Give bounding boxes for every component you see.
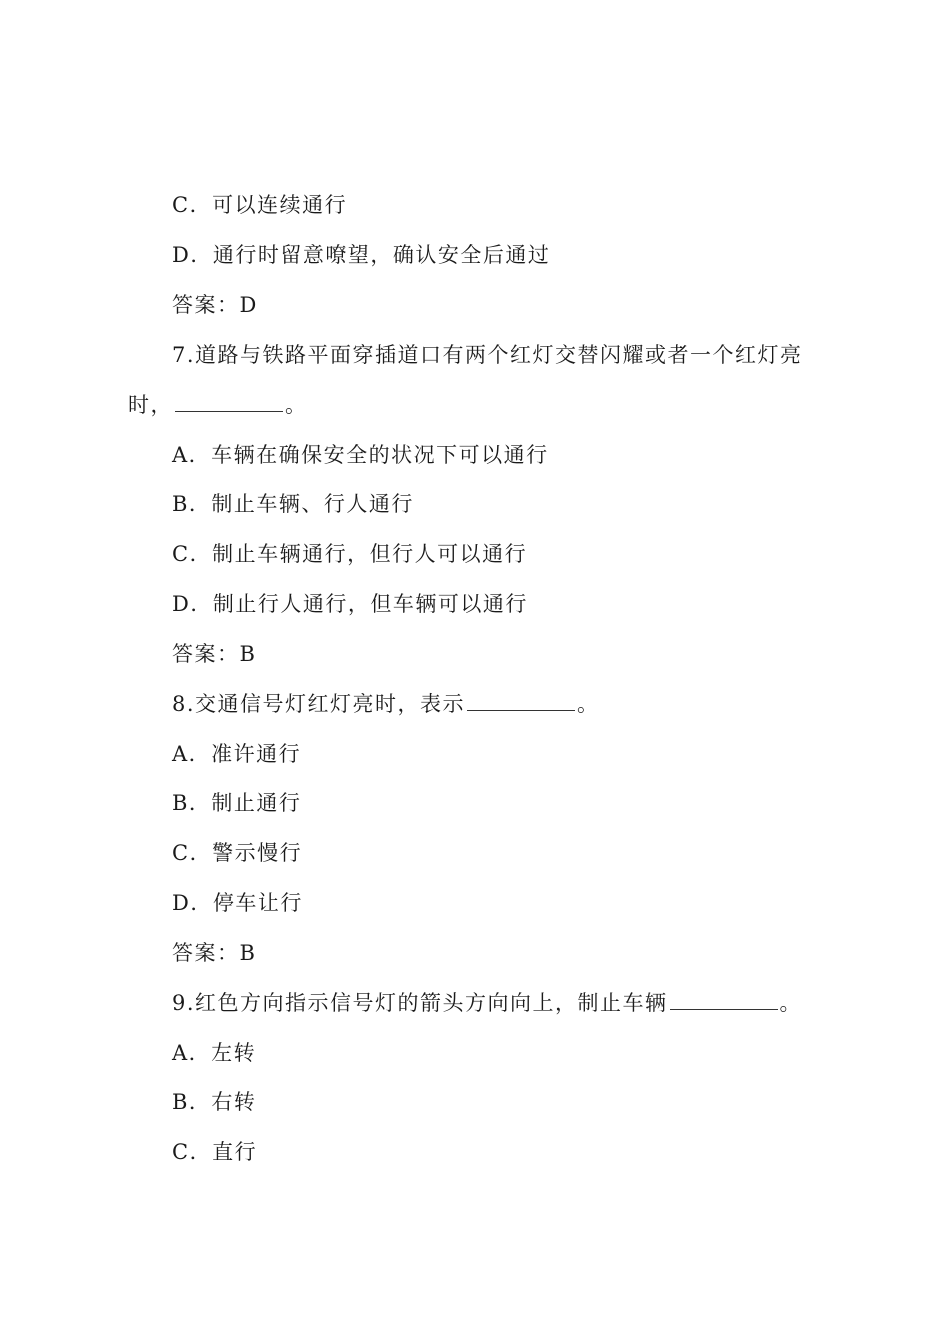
q7-stem-suffix: 。 xyxy=(285,393,308,417)
q7-option-a: A．车辆在确保安全的状况下可以通行 xyxy=(172,443,549,467)
q6-answer: 答案：D xyxy=(172,293,258,317)
q9-stem-prefix: 9.红色方向指示信号灯的箭头方向向上，制止车辆 xyxy=(172,991,668,1015)
q9-stem xyxy=(172,989,802,1017)
q9-option-b: B．右转 xyxy=(172,1090,257,1114)
q7-option-d: D．制止行人通行，但车辆可以通行 xyxy=(172,592,528,616)
q7-stem-prefix: 时， xyxy=(128,393,173,417)
q9-answer-blank xyxy=(670,991,778,1010)
q8-option-c: C．警示慢行 xyxy=(172,841,303,865)
q7-option-c: C．制止车辆通行，但行人可以通行 xyxy=(172,542,528,566)
q8-option-b: B．制止通行 xyxy=(172,791,302,815)
q8-answer-blank xyxy=(467,692,575,711)
q8-answer: 答案：B xyxy=(172,941,257,965)
q8-stem xyxy=(172,690,600,718)
q8-option-a: A．准许通行 xyxy=(172,742,302,766)
q7-answer-blank xyxy=(175,393,283,412)
q6-option-c: C．可以连续通行 xyxy=(172,193,348,217)
q7-option-b: B．制止车辆、行人通行 xyxy=(172,492,414,516)
q6-option-d: D．通行时留意嘹望，确认安全后通过 xyxy=(172,243,551,267)
q7-stem-line2 xyxy=(128,391,308,419)
q9-stem-suffix: 。 xyxy=(779,991,803,1015)
q8-stem-suffix: 。 xyxy=(577,692,600,716)
q9-option-a: A．左转 xyxy=(172,1041,257,1065)
q8-stem-prefix: 8.交通信号灯红灯亮时，表示 xyxy=(172,692,466,716)
q9-option-c: C．直行 xyxy=(172,1140,258,1164)
q8-option-d: D．停车让行 xyxy=(172,891,303,915)
q7-answer: 答案：B xyxy=(172,642,257,666)
q7-stem-line1: 7.道路与铁路平面穿插道口有两个红灯交替闪耀或者一个红灯亮 xyxy=(172,343,803,367)
